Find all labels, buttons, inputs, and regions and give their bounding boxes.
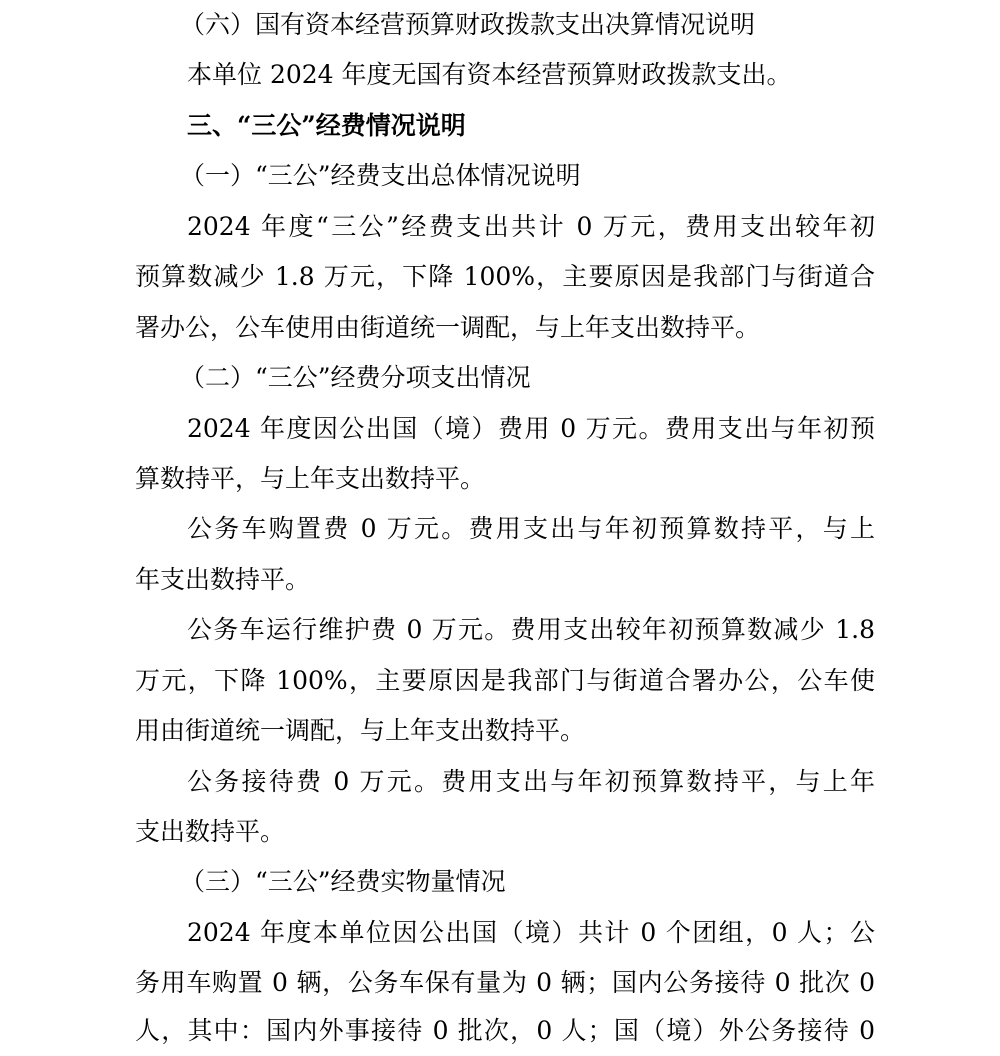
paragraph-line: 公务车运行维护费 0 万元。费用支出较年初预算数减少 1.8 xyxy=(187,615,875,644)
paragraph-line: 2024 年度本单位因公出国（境）共计 0 个团组，0 人；公 xyxy=(187,918,875,947)
subsection-heading-6: （六）国有资本经营预算财政拨款支出决算情况说明 xyxy=(180,10,756,39)
paragraph-line: 用由街道统一调配，与上年支出数持平。 xyxy=(135,716,586,745)
paragraph-line: 支出数持平。 xyxy=(135,817,286,846)
paragraph-line: 算数持平，与上年支出数持平。 xyxy=(135,464,486,493)
subsection-heading-3: （三）“三公”经费实物量情况 xyxy=(180,867,506,896)
section-heading-3: 三、“三公”经费情况说明 xyxy=(187,111,466,140)
paragraph-line: 务用车购置 0 辆，公务车保有量为 0 辆；国内公务接待 0 批次 0 xyxy=(135,968,875,997)
subsection-heading-1: （一）“三公”经费支出总体情况说明 xyxy=(180,161,581,190)
paragraph-line: 公务接待费 0 万元。费用支出与年初预算数持平，与上年 xyxy=(187,767,875,796)
paragraph-line: 人，其中：国内外事接待 0 批次，0 人；国（境）外公务接待 0 xyxy=(135,1016,875,1045)
subsection-heading-2: （二）“三公”经费分项支出情况 xyxy=(180,363,531,392)
paragraph-line: 2024 年度“三公”经费支出共计 0 万元，费用支出较年初 xyxy=(187,212,875,241)
paragraph-line: 署办公，公车使用由街道统一调配，与上年支出数持平。 xyxy=(135,313,761,342)
paragraph-line: 预算数减少 1.8 万元，下降 100%，主要原因是我部门与街道合 xyxy=(135,262,875,291)
paragraph-line: 公务车购置费 0 万元。费用支出与年初预算数持平，与上 xyxy=(187,514,875,543)
paragraph-line: 2024 年度因公出国（境）费用 0 万元。费用支出与年初预 xyxy=(187,414,875,443)
paragraph-line: 万元，下降 100%，主要原因是我部门与街道合署办公，公车使 xyxy=(135,666,875,695)
paragraph-line: 本单位 2024 年度无国有资本经营预算财政拨款支出。 xyxy=(187,60,792,89)
paragraph-line: 年支出数持平。 xyxy=(135,565,311,594)
